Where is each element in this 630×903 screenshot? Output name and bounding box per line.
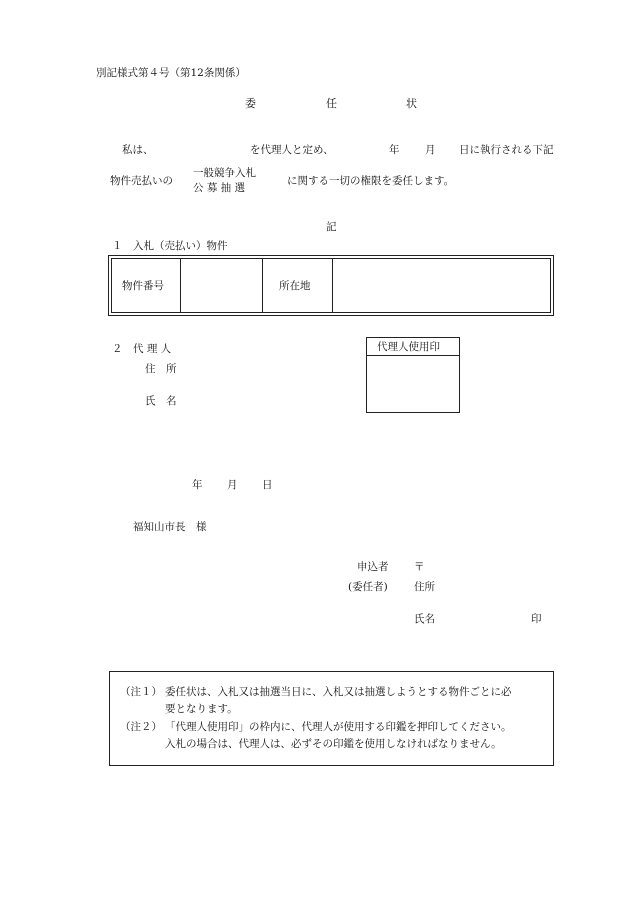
delegator-label: (委任者) [348, 581, 388, 593]
para1-day-tail: 日に執行される下記 [459, 144, 554, 156]
agent-address-label: 住 所 [145, 363, 177, 375]
postal-mark: 〒 [414, 561, 425, 573]
para1-year: 年 [389, 144, 400, 156]
note2-line1: 「代理人使用印」の枠内に、代理人が使用する印鑑を押印してください。 [165, 721, 512, 733]
notes-box [109, 671, 554, 766]
table-divider-3 [332, 258, 333, 313]
note1-marker: （注１） [120, 686, 162, 698]
table-divider-2 [262, 258, 263, 313]
para1-month: 月 [425, 144, 436, 156]
date-month: 月 [227, 479, 238, 491]
note2-line2: 入札の場合は、代理人は、必ずその印鑑を使用しなければなりません。 [165, 738, 502, 750]
section1-heading: １ 入札（売払い）物件 [112, 240, 228, 252]
agent-seal-box [366, 337, 460, 413]
title-char-2: 任 [326, 97, 337, 110]
date-day: 日 [262, 479, 273, 491]
para1-mid: を代理人と定め、 [250, 144, 334, 156]
para2-tail: に関する一切の権限を委任します。 [287, 175, 455, 187]
title-char-1: 委 [245, 97, 256, 110]
applicant-label: 申込者 [357, 561, 389, 573]
seal-box-title: 代理人使用印 [377, 341, 440, 353]
seal-box-divider [367, 355, 459, 356]
para2-lead: 物件売払いの [110, 175, 173, 187]
title-char-3: 状 [406, 97, 417, 110]
property-number-label: 物件番号 [122, 280, 164, 292]
property-table [108, 255, 554, 316]
applicant-address-label: 住所 [414, 581, 435, 593]
note1-line1: 委任状は、入札又は抽選当日に、入札又は抽選しようとする物件ごとに必 [165, 686, 512, 698]
date-year: 年 [192, 479, 203, 491]
addressee: 福知山市長 様 [133, 521, 207, 533]
note1-line2: 要となります。 [165, 703, 238, 715]
section2-heading: ２ 代 理 人 [112, 343, 172, 355]
seal-mark: 印 [531, 613, 542, 625]
method-line-2: 公 募 抽 選 [193, 182, 246, 194]
note2-marker: （注２） [120, 721, 162, 733]
table-divider-1 [180, 258, 181, 313]
applicant-name-label: 氏名 [414, 613, 435, 625]
method-line-1: 一般競争入札 [193, 167, 256, 179]
agent-name-label: 氏 名 [145, 395, 177, 407]
para1-lead: 私は、 [122, 144, 154, 156]
location-label: 所在地 [279, 280, 311, 292]
form-label: 別記様式第４号（第12条関係） [96, 67, 246, 79]
ki-mark: 記 [326, 221, 337, 233]
property-table-inner [111, 258, 551, 313]
